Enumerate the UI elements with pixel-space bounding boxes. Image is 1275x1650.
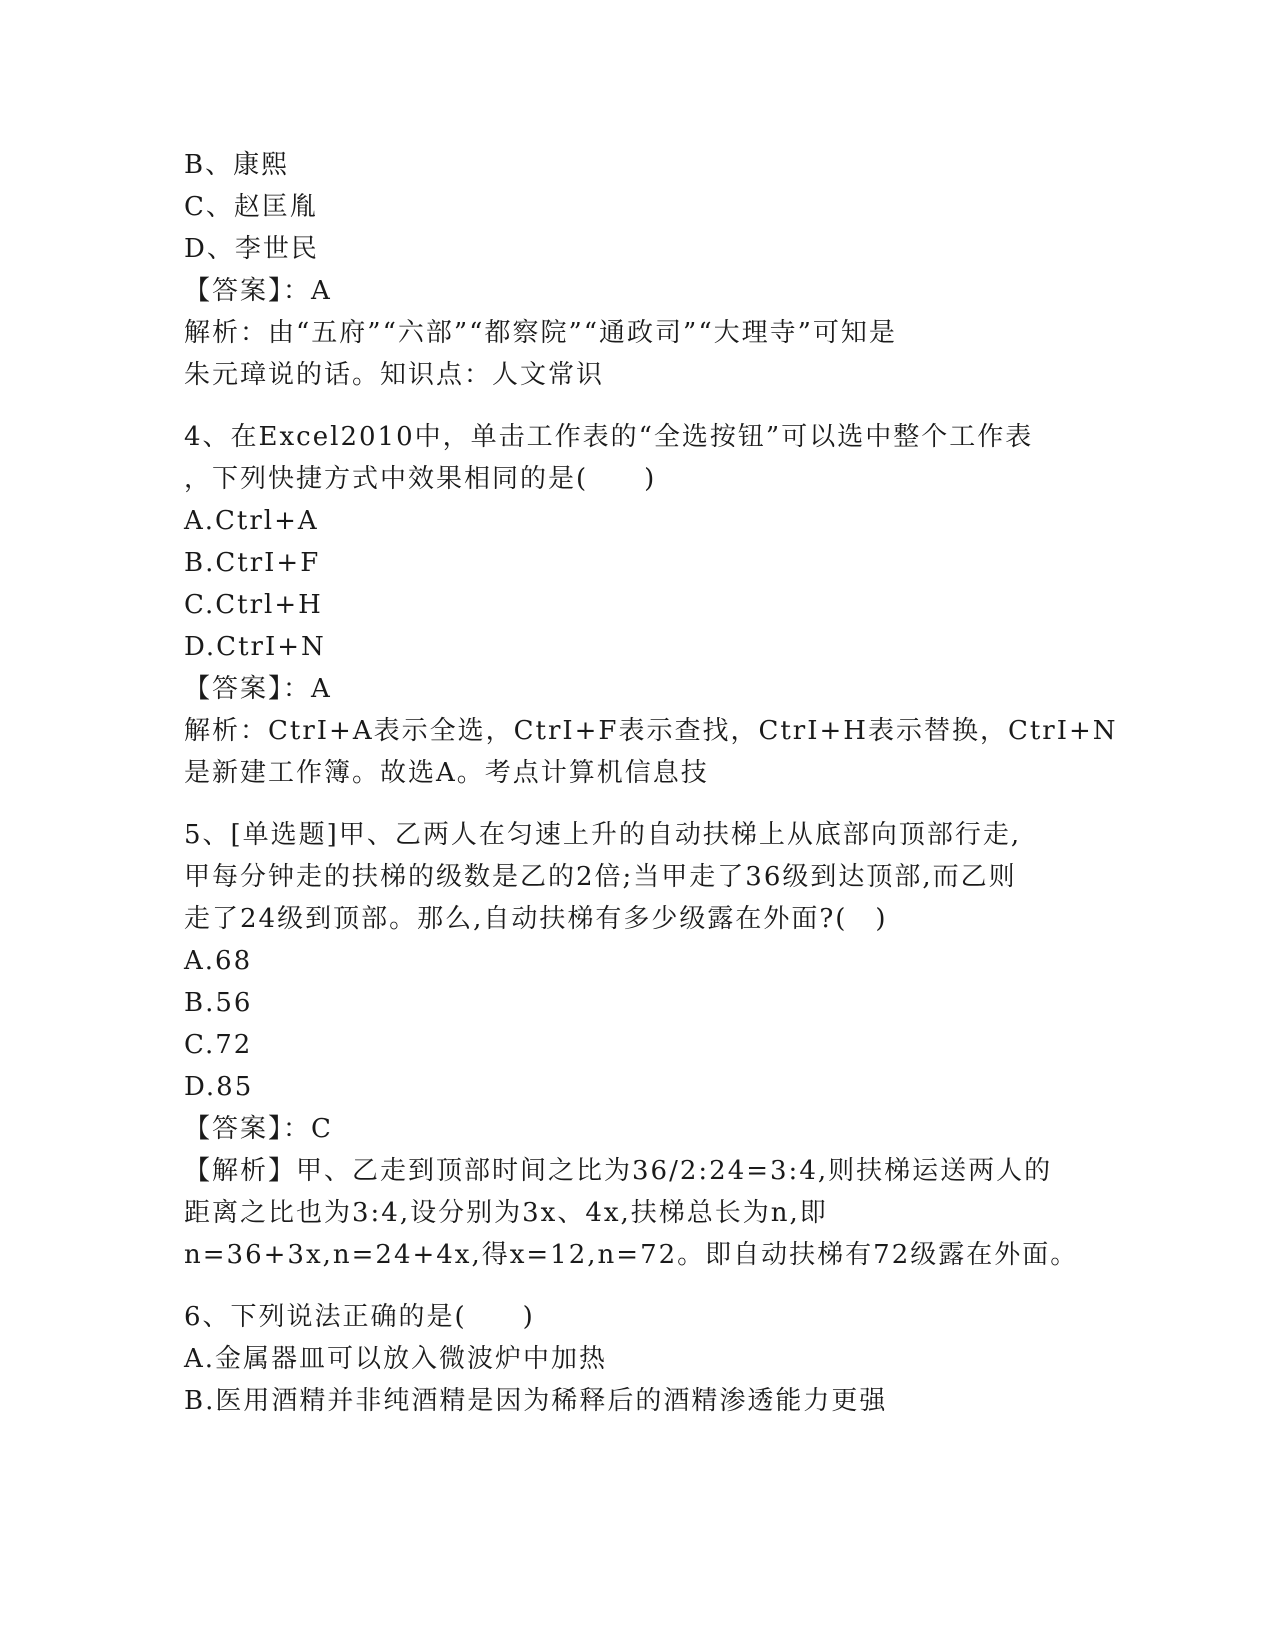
option-a: A.金属器皿可以放入微波炉中加热 — [184, 1344, 608, 1374]
question-4 — [184, 416, 1118, 794]
question-stem: ，下列快捷方式中效果相同的是( ) — [184, 464, 657, 494]
option-b: B.CtrI+F — [184, 548, 321, 578]
option-b: B、康熙 — [184, 150, 290, 180]
answer: 【答案】：C — [184, 1114, 333, 1144]
document-page — [184, 144, 1118, 1422]
analysis-line: n=36+3x,n=24+4x,得x=12,n=72。即自动扶梯有72级露在外面。 — [184, 1240, 1079, 1270]
option-d: D.85 — [184, 1072, 254, 1102]
option-d: D.CtrI+N — [184, 632, 326, 662]
option-d: D、李世民 — [184, 234, 319, 264]
option-c: C.72 — [184, 1030, 253, 1060]
option-a: A.68 — [184, 946, 253, 976]
option-b: B.56 — [184, 988, 253, 1018]
analysis-line: 是新建工作簿。故选A。考点计算机信息技 — [184, 758, 709, 788]
analysis-line: 朱元璋说的话。知识点：人文常识 — [184, 360, 605, 390]
analysis-line: 解析：CtrI+A表示全选，CtrI+F表示查找，CtrI+H表示替换，CtrI+N — [184, 716, 1118, 746]
answer: 【答案】：A — [184, 276, 332, 306]
option-a: A.Ctrl+A — [184, 506, 319, 536]
answer: 【答案】：A — [184, 674, 332, 704]
analysis-line: 【解析】甲、乙走到顶部时间之比为36/2:24=3:4,则扶梯运送两人的 — [184, 1156, 1053, 1186]
question-stem: 6、下列说法正确的是( ) — [184, 1302, 535, 1332]
option-b: B.医用酒精并非纯酒精是因为稀释后的酒精渗透能力更强 — [184, 1386, 888, 1416]
analysis-line: 距离之比也为3:4,设分别为3x、4x,扶梯总长为n,即 — [184, 1198, 828, 1228]
question-5 — [184, 814, 1104, 1276]
option-c: C.Ctrl+H — [184, 590, 323, 620]
question-stem: 4、在Excel2010中，单击工作表的“全选按钮”可以选中整个工作表 — [184, 422, 1034, 452]
question-3-continued — [184, 144, 1104, 396]
question-stem: 走了24级到顶部。那么,自动扶梯有多少级露在外面?( ) — [184, 904, 888, 934]
question-6 — [184, 1296, 1104, 1422]
question-stem: 甲每分钟走的扶梯的级数是乙的2倍;当甲走了36级到达顶部,而乙则 — [184, 862, 1017, 892]
question-stem: 5、[单选题]甲、乙两人在匀速上升的自动扶梯上从底部向顶部行走, — [184, 820, 1022, 850]
analysis-line: 解析：由“五府”“六部”“都察院”“通政司”“大理寺”可知是 — [184, 318, 897, 348]
option-c: C、赵匡胤 — [184, 192, 318, 222]
